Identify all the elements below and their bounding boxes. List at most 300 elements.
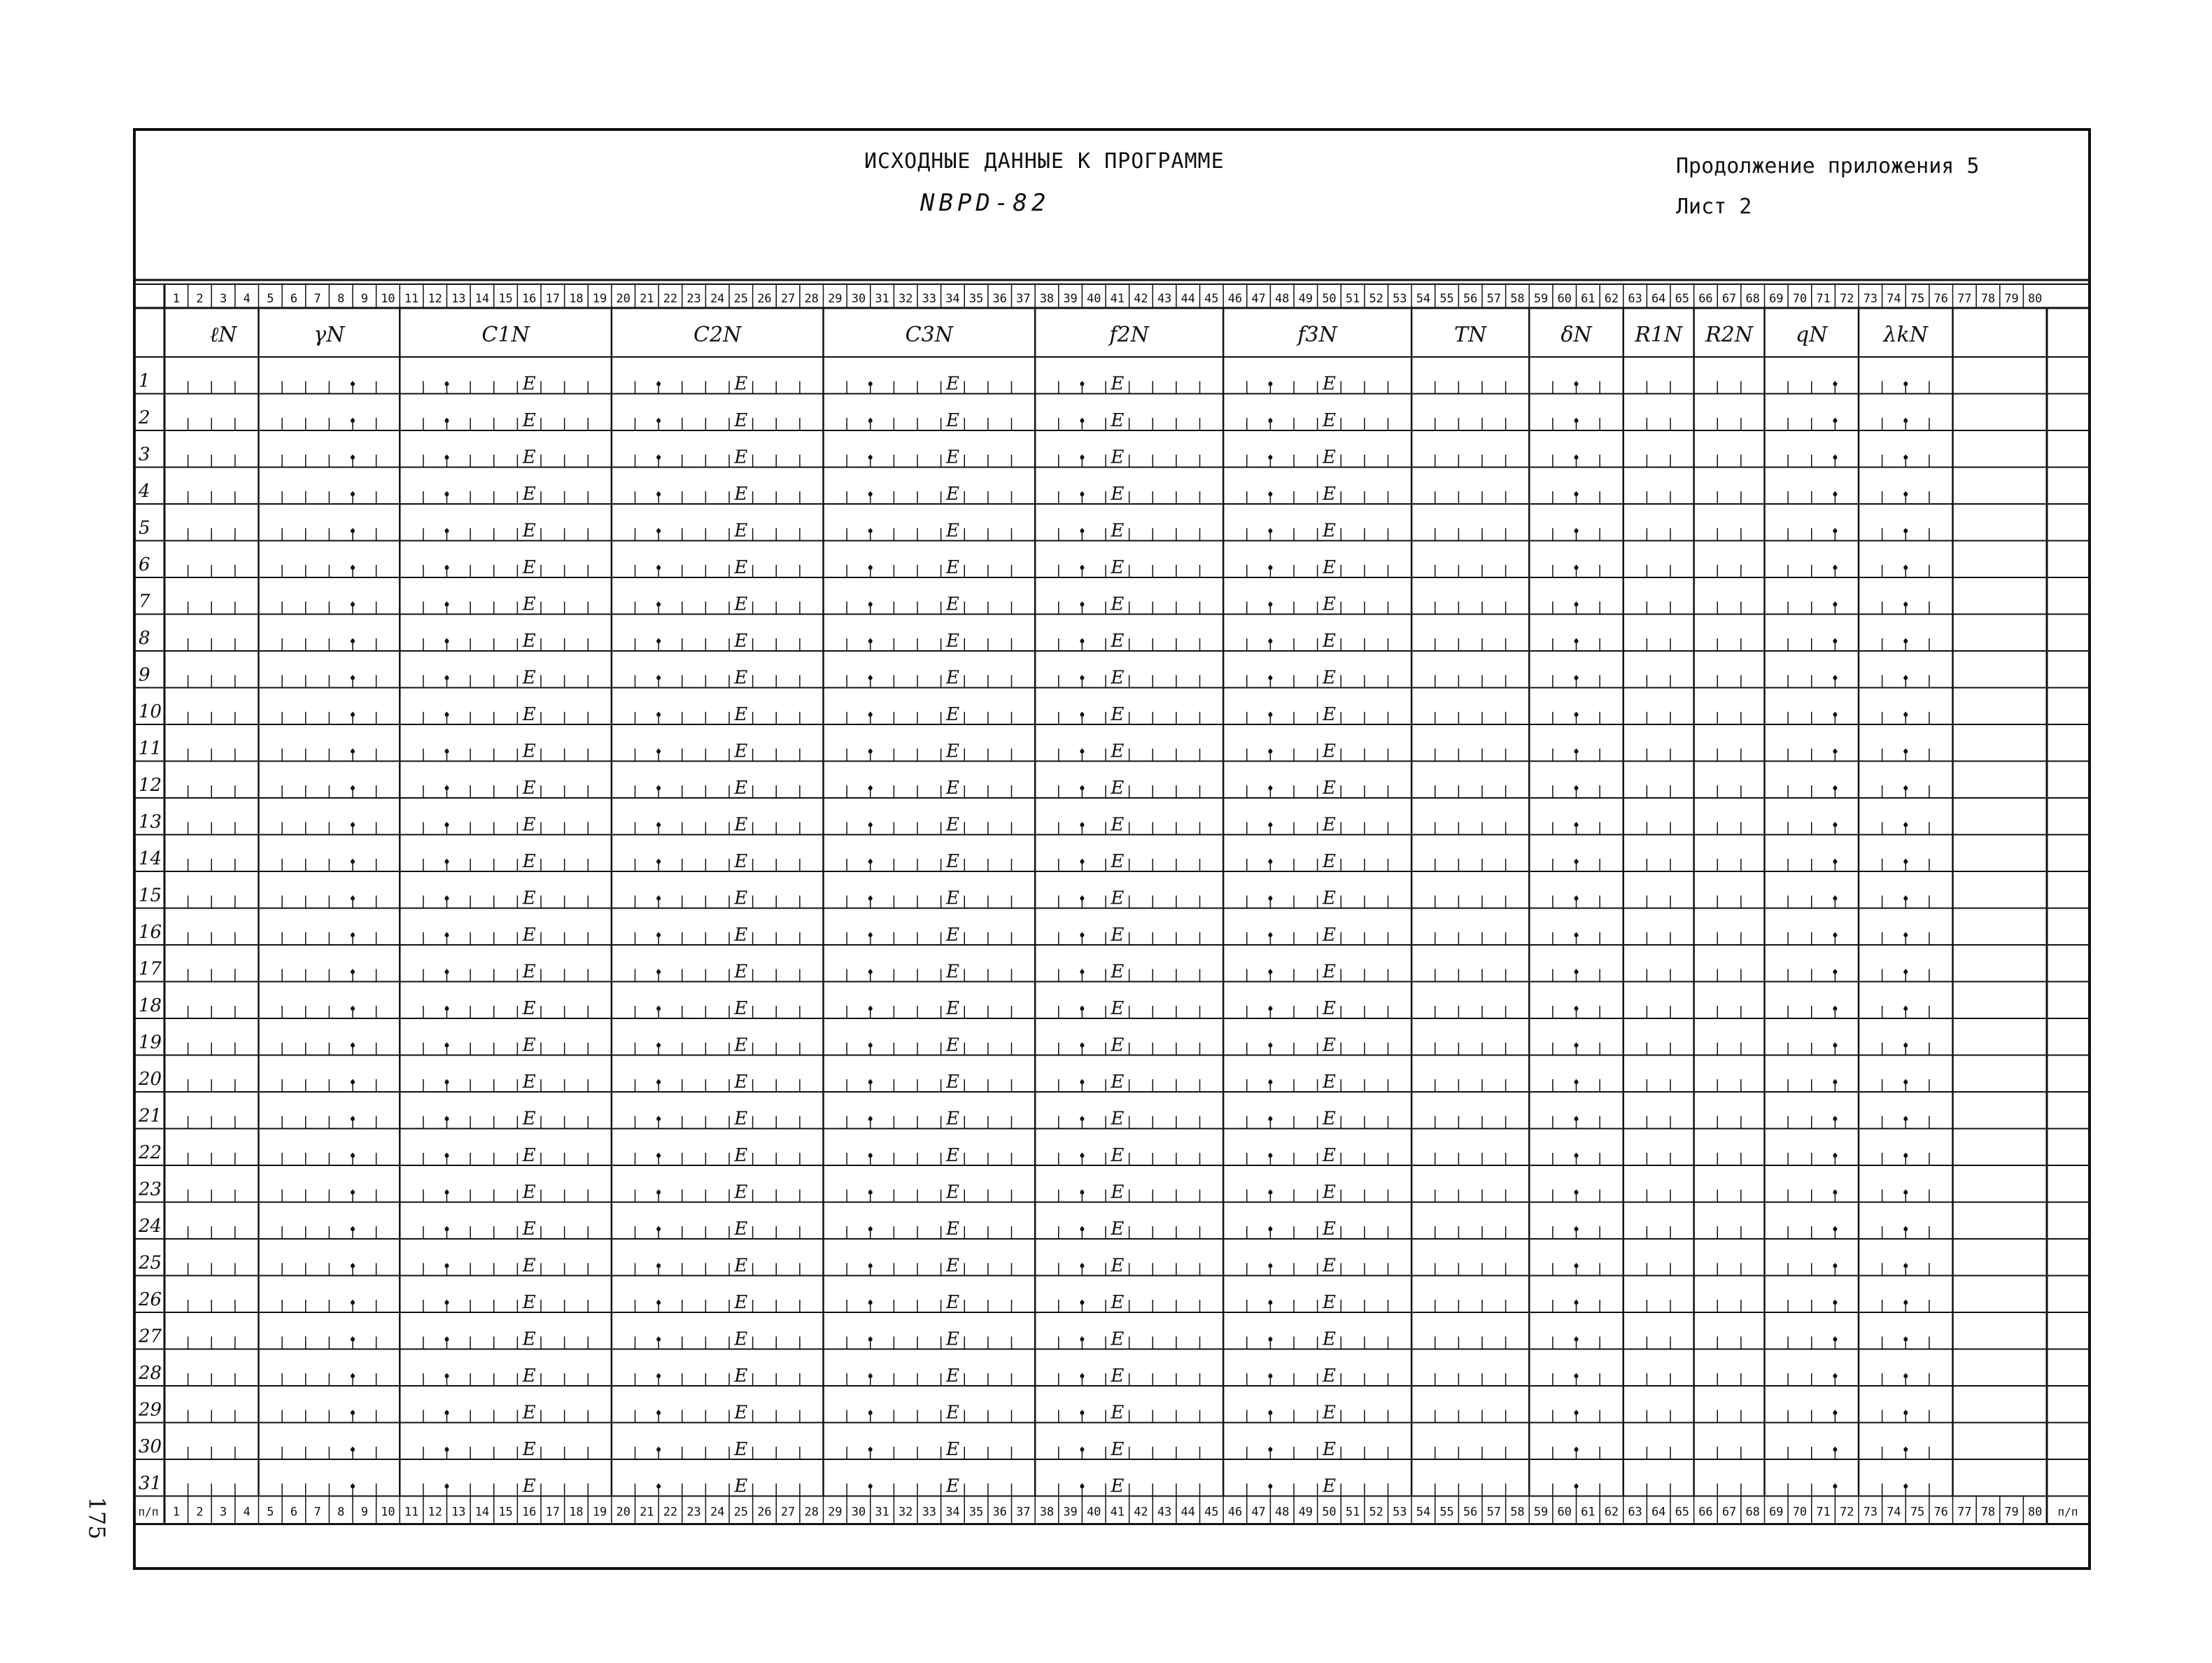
decimal-point-marker [1833,1153,1837,1158]
decimal-point-marker [1833,1117,1837,1121]
row-number: 12 [139,775,162,796]
decimal-point-marker [656,713,661,717]
column-number: 25 [733,292,749,306]
decimal-point-marker [1268,933,1272,937]
column-number: 51 [1345,292,1360,306]
column-number: 71 [1816,1505,1831,1520]
decimal-point-marker [351,1374,355,1378]
column-number: 50 [1322,292,1337,306]
exponent-marker: E [1322,925,1336,946]
decimal-point-marker [351,750,355,754]
column-number: 78 [1980,1505,1996,1520]
exponent-marker: E [734,1219,748,1240]
decimal-point-marker [1080,492,1084,496]
column-number: 24 [710,292,725,306]
decimal-point-marker [1833,676,1837,680]
decimal-point-marker [1080,897,1084,901]
row-number: 29 [139,1399,162,1421]
decimal-point-marker [868,1264,873,1268]
exponent-marker: E [945,1108,959,1130]
exponent-marker: E [734,594,748,615]
exponent-marker: E [522,961,536,983]
exponent-marker: E [522,741,536,762]
decimal-point-marker [351,1338,355,1342]
exponent-marker: E [1111,594,1125,615]
exponent-marker: E [945,961,959,983]
exponent-marker: E [734,741,748,762]
column-number: 62 [1604,292,1619,306]
field-label: C2N [693,323,742,347]
exponent-marker: E [522,1108,536,1130]
decimal-point-marker [445,1080,449,1084]
decimal-point-marker [868,713,873,717]
column-number: 40 [1086,1505,1101,1520]
column-number: 58 [1510,1505,1525,1520]
column-number: 63 [1628,1505,1642,1520]
decimal-point-marker [445,529,449,533]
column-number: 70 [1792,292,1808,306]
exponent-marker: E [522,814,536,836]
decimal-point-marker [868,529,873,533]
column-number: 14 [474,292,490,306]
decimal-point-marker [445,676,449,680]
column-number: 34 [945,292,960,306]
decimal-point-marker [445,1374,449,1378]
column-number: 41 [1110,292,1125,306]
decimal-point-marker [351,933,355,937]
decimal-point-marker [1575,1264,1579,1268]
decimal-point-marker [1575,1227,1579,1231]
exponent-marker: E [522,1402,536,1424]
column-number: 26 [757,292,772,306]
exponent-marker: E [945,1439,959,1460]
decimal-point-marker [1080,676,1084,680]
column-number: 31 [875,1505,889,1520]
decimal-point-marker [868,566,873,570]
decimal-point-marker [351,1117,355,1121]
exponent-marker: E [945,1219,959,1240]
exponent-marker: E [1111,1255,1125,1277]
decimal-point-marker [1903,1044,1908,1048]
column-number: 60 [1557,1505,1572,1520]
column-number: 16 [521,1505,537,1520]
exponent-marker: E [1111,1108,1125,1130]
exponent-marker: E [734,1439,748,1460]
exponent-marker: E [522,1145,536,1166]
column-number: 29 [828,292,843,306]
decimal-point-marker [1080,1153,1084,1158]
column-number: 15 [498,1505,513,1520]
column-number: 53 [1393,1505,1407,1520]
decimal-point-marker [351,786,355,790]
decimal-point-marker [1575,1338,1579,1342]
exponent-marker: E [945,1292,959,1313]
exponent-marker: E [945,1145,959,1166]
exponent-marker: E [522,447,536,468]
exponent-marker: E [1322,594,1336,615]
decimal-point-marker [1903,970,1908,974]
decimal-point-marker [1080,1044,1084,1048]
decimal-point-marker [445,492,449,496]
decimal-point-marker [656,1006,661,1011]
decimal-point-marker [445,1191,449,1195]
column-number: 1 [172,1505,180,1520]
column-number: 74 [1887,292,1901,306]
column-number: 51 [1345,1505,1360,1520]
decimal-point-marker [1575,1411,1579,1415]
column-number: 42 [1134,1505,1148,1520]
exponent-marker: E [522,557,536,578]
decimal-point-marker [1575,1485,1579,1489]
exponent-marker: E [522,484,536,505]
exponent-marker: E [1322,1145,1336,1166]
decimal-point-marker [1575,1044,1579,1048]
row-number: 9 [139,664,150,686]
column-number: 52 [1369,292,1383,306]
exponent-marker: E [522,1255,536,1277]
decimal-point-marker [1833,933,1837,937]
decimal-point-marker [656,1264,661,1268]
program-name: NBPD-82 [920,189,1050,217]
column-number: 7 [314,292,321,306]
exponent-marker: E [1322,814,1336,836]
decimal-point-marker [1268,713,1272,717]
decimal-point-marker [1903,566,1908,570]
exponent-marker: E [734,1034,748,1056]
exponent-marker: E [945,1475,959,1497]
decimal-point-marker [1903,1411,1908,1415]
column-number: 75 [1910,1505,1925,1520]
decimal-point-marker [1268,750,1272,754]
exponent-marker: E [945,741,959,762]
decimal-point-marker [445,1044,449,1048]
decimal-point-marker [1268,1485,1272,1489]
decimal-point-marker [1080,1080,1084,1084]
decimal-point-marker [351,859,355,864]
decimal-point-marker [656,1485,661,1489]
decimal-point-marker [1833,1264,1837,1268]
decimal-point-marker [1080,1374,1084,1378]
decimal-point-marker [1575,859,1579,864]
decimal-point-marker [1575,970,1579,974]
column-number: 77 [1957,292,1972,306]
decimal-point-marker [445,566,449,570]
decimal-point-marker [868,1447,873,1452]
exponent-marker: E [1322,998,1336,1019]
decimal-point-marker [1575,786,1579,790]
decimal-point-marker [868,1153,873,1158]
decimal-point-marker [868,1006,873,1011]
decimal-point-marker [656,1447,661,1452]
column-number: 7 [314,1505,321,1520]
decimal-point-marker [656,639,661,643]
decimal-point-marker [656,1300,661,1305]
decimal-point-marker [868,970,873,974]
row-number: 23 [139,1179,162,1200]
decimal-point-marker [351,419,355,423]
column-number: 36 [992,1505,1007,1520]
exponent-marker: E [734,373,748,395]
decimal-point-marker [1903,823,1908,827]
column-number: 47 [1251,292,1266,306]
decimal-point-marker [868,859,873,864]
exponent-marker: E [1322,741,1336,762]
decimal-point-marker [1833,823,1837,827]
column-number: 43 [1157,1505,1172,1520]
decimal-point-marker [1080,970,1084,974]
exponent-marker: E [522,410,536,431]
decimal-point-marker [656,786,661,790]
decimal-point-marker [868,1411,873,1415]
exponent-marker: E [734,1181,748,1203]
decimal-point-marker [1903,1227,1908,1231]
exponent-marker: E [1111,1034,1125,1056]
decimal-point-marker [1903,1153,1908,1158]
decimal-point-marker [1575,1447,1579,1452]
column-number: 37 [1016,292,1031,306]
decimal-point-marker [1080,1447,1084,1452]
column-number: 48 [1274,292,1290,306]
column-number: 4 [243,292,251,306]
decimal-point-marker [445,786,449,790]
column-number: 1 [172,292,180,306]
column-number: 17 [545,292,561,306]
column-number: 57 [1486,292,1502,306]
column-number: 15 [498,292,513,306]
decimal-point-marker [868,1191,873,1195]
exponent-marker: E [945,484,959,505]
column-number: 3 [219,292,227,306]
decimal-point-marker [868,456,873,460]
column-number: 32 [898,1505,913,1520]
decimal-point-marker [656,750,661,754]
column-number: 67 [1721,292,1737,306]
column-number: 34 [945,1505,960,1520]
decimal-point-marker [445,1300,449,1305]
row-number: 14 [139,848,162,869]
decimal-point-marker [1575,1300,1579,1305]
decimal-point-marker [868,1044,873,1048]
decimal-point-marker [1268,566,1272,570]
decimal-point-marker [1575,823,1579,827]
exponent-marker: E [1322,1402,1336,1424]
column-number: 57 [1486,1505,1502,1520]
decimal-point-marker [1833,750,1837,754]
column-number: 64 [1651,292,1666,306]
exponent-marker: E [734,998,748,1019]
decimal-point-marker [1575,492,1579,496]
exponent-marker: E [734,410,748,431]
column-number: 2 [196,1505,204,1520]
decimal-point-marker [351,1191,355,1195]
exponent-marker: E [1111,410,1125,431]
decimal-point-marker [1268,1374,1272,1378]
decimal-point-marker [868,419,873,423]
decimal-point-marker [656,419,661,423]
tail-label: п/п [2057,1505,2078,1519]
exponent-marker: E [1111,667,1125,689]
decimal-point-marker [1575,1117,1579,1121]
row-number: 19 [139,1032,162,1053]
decimal-point-marker [1268,823,1272,827]
exponent-marker: E [1111,778,1125,799]
column-number: 49 [1298,292,1313,306]
decimal-point-marker [1080,823,1084,827]
exponent-marker: E [1111,741,1125,762]
exponent-marker: E [1111,851,1125,872]
exponent-marker: E [522,1366,536,1387]
decimal-point-marker [1903,713,1908,717]
decimal-point-marker [1268,1191,1272,1195]
decimal-point-marker [656,1153,661,1158]
decimal-point-marker [1903,750,1908,754]
decimal-point-marker [351,676,355,680]
decimal-point-marker [1268,419,1272,423]
decimal-point-marker [1268,529,1272,533]
decimal-point-marker [1833,1411,1837,1415]
column-number: 69 [1769,292,1784,306]
column-number: 78 [1980,292,1996,306]
decimal-point-marker [1903,676,1908,680]
decimal-point-marker [1575,1153,1579,1158]
exponent-marker: E [734,557,748,578]
row-number: 30 [139,1436,162,1457]
decimal-point-marker [868,382,873,386]
decimal-point-marker [656,823,661,827]
column-number: 62 [1604,1505,1619,1520]
decimal-point-marker [351,970,355,974]
exponent-marker: E [1322,447,1336,468]
decimal-point-marker [351,1044,355,1048]
field-label: C1N [481,323,530,347]
decimal-point-marker [1575,1080,1579,1084]
decimal-point-marker [1903,1447,1908,1452]
exponent-marker: E [1111,998,1125,1019]
decimal-point-marker [1268,1411,1272,1415]
decimal-point-marker [1268,859,1272,864]
decimal-point-marker [1575,529,1579,533]
column-number: 27 [780,1505,796,1520]
exponent-marker: E [734,447,748,468]
decimal-point-marker [445,1264,449,1268]
decimal-point-marker [351,713,355,717]
decimal-point-marker [868,676,873,680]
exponent-marker: E [1111,1072,1125,1093]
sheet-number: Лист 2 [1676,195,1752,219]
column-number: 13 [451,1505,466,1520]
decimal-point-marker [1080,456,1084,460]
decimal-point-marker [1080,1485,1084,1489]
exponent-marker: E [1111,961,1125,983]
column-number: 30 [851,1505,866,1520]
decimal-point-marker [1833,1227,1837,1231]
exponent-marker: E [734,1255,748,1277]
column-number: 19 [592,292,607,306]
decimal-point-marker [656,676,661,680]
exponent-marker: E [945,557,959,578]
decimal-point-marker [1833,970,1837,974]
decimal-point-marker [1268,1264,1272,1268]
exponent-marker: E [1322,557,1336,578]
exponent-marker: E [734,1072,748,1093]
decimal-point-marker [445,1447,449,1452]
column-number: 23 [686,292,701,306]
column-number: 21 [640,1505,654,1520]
decimal-point-marker [1833,1447,1837,1452]
exponent-marker: E [1322,887,1336,909]
row-number: 15 [139,885,162,906]
exponent-marker: E [1322,667,1336,689]
decimal-point-marker [1833,492,1837,496]
decimal-point-marker [1833,1044,1837,1048]
decimal-point-marker [868,823,873,827]
decimal-point-marker [656,1338,661,1342]
decimal-point-marker [656,1044,661,1048]
decimal-point-marker [1080,1117,1084,1121]
decimal-point-marker [1080,1006,1084,1011]
decimal-point-marker [1575,566,1579,570]
exponent-marker: E [1322,520,1336,542]
column-number: 67 [1721,1505,1737,1520]
decimal-point-marker [445,1117,449,1121]
exponent-marker: E [734,667,748,689]
row-number: 17 [139,958,162,980]
decimal-point-marker [351,1006,355,1011]
exponent-marker: E [1111,1366,1125,1387]
row-number: 5 [139,517,150,539]
decimal-point-marker [1268,1006,1272,1011]
decimal-point-marker [1268,1447,1272,1452]
row-number: 13 [139,811,162,833]
decimal-point-marker [1575,456,1579,460]
column-number: 60 [1557,292,1572,306]
exponent-marker: E [734,631,748,652]
exponent-marker: E [945,1181,959,1203]
decimal-point-marker [1833,713,1837,717]
decimal-point-marker [656,456,661,460]
decimal-point-marker [1575,933,1579,937]
column-number: 80 [2027,1505,2043,1520]
decimal-point-marker [1833,566,1837,570]
row-number: 25 [139,1252,162,1274]
exponent-marker: E [1111,1181,1125,1203]
decimal-point-marker [1268,676,1272,680]
exponent-marker: E [734,925,748,946]
decimal-point-marker [445,1338,449,1342]
column-number: 5 [267,292,274,306]
column-number: 23 [686,1505,701,1520]
decimal-point-marker [351,823,355,827]
decimal-point-marker [445,382,449,386]
exponent-marker: E [734,1108,748,1130]
exponent-marker: E [734,1366,748,1387]
row-number: 26 [139,1289,162,1310]
exponent-marker: E [522,778,536,799]
decimal-point-marker [445,639,449,643]
exponent-marker: E [1322,373,1336,395]
column-number: 70 [1792,1505,1808,1520]
decimal-point-marker [1575,1006,1579,1011]
decimal-point-marker [445,713,449,717]
decimal-point-marker [868,933,873,937]
decimal-point-marker [445,970,449,974]
decimal-point-marker [445,1411,449,1415]
column-number: 45 [1204,1505,1219,1520]
exponent-marker: E [945,814,959,836]
column-number: 32 [898,292,913,306]
exponent-marker: E [1111,1439,1125,1460]
column-number: 36 [992,292,1007,306]
